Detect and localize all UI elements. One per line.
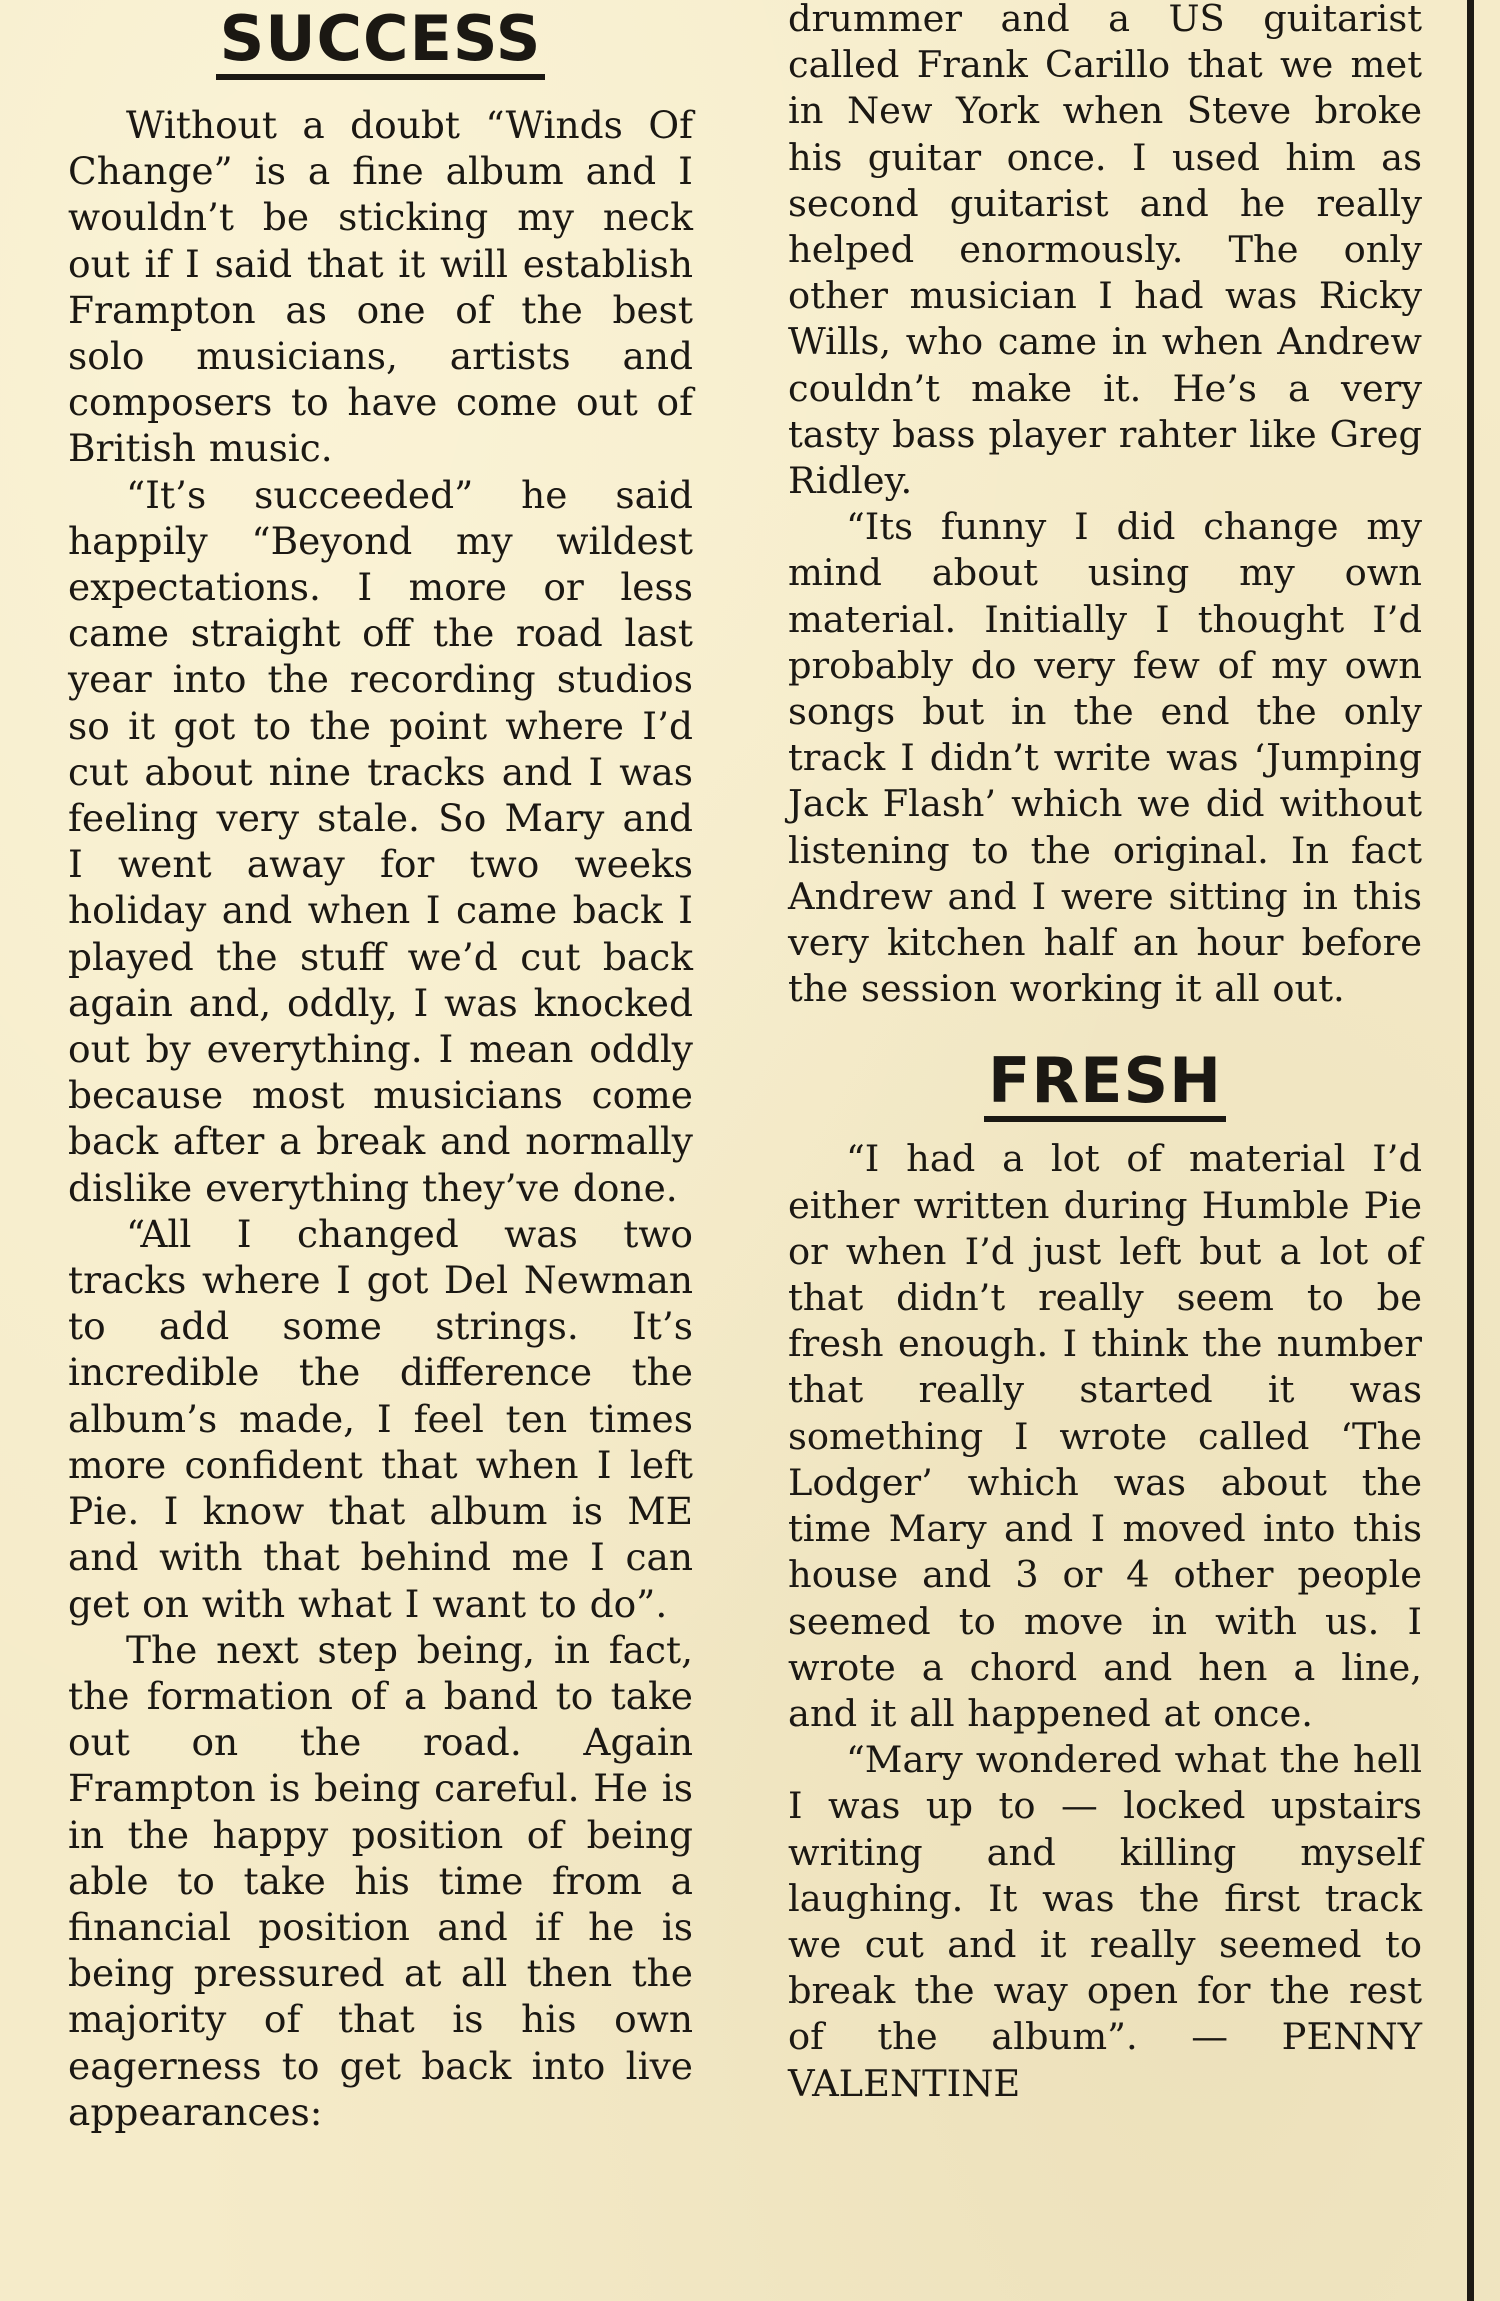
article-paragraph: The next step being, in fact, the formation of a band to take out on the road. Again Frampton is being careful. He is in the happy position of being able to take his time from a financial position and if he is being pressured at all then the majority of that is his own eagerness to get back into live appearances: — [68, 1627, 693, 2134]
article-paragraph: “It’s succeeded” he said happily “Beyond my wildest expectations. I more or less came straight off the road last year into the recording studios so it got to the point where I’d cut about nine tracks and I was feeling very stale. So Mary and I went away for two weeks holiday and when I came back I played the stuff we’d cut back again and, oddly, I was knocked out by everything. I mean oddly because most musicians come back after a break and normally dislike everything they’ve done. — [68, 472, 693, 1210]
article-paragraph: “Mary wondered what the hell I was up to — locked upstairs writing and killing myself laughing. It was the first track we cut and it really seemed to break the way open for the rest of the album”. — PENNY VALENTINE — [788, 1738, 1422, 2105]
article-paragraph: “Its funny I did change my mind about using my own material. Initially I thought I’d probably do very few of my own songs but in the end the only track I didn’t write was ‘Jumping Jack Flash’ which we did without listening to the original. In fact Andrew and I were sitting in this very kitchen half an hour before the session working it all out. — [788, 505, 1422, 1011]
article-paragraph: “All I changed was two tracks where I got Del Newman to add some strings. It’s incredible the difference the album’s made, I feel ten times more confident that when I left Pie. I know that album is ME and with that behind me I can get on with what I want to do”. — [68, 1211, 693, 1626]
section-heading-success-text: SUCCESS — [216, 8, 546, 80]
column-rule — [1467, 0, 1474, 2301]
section-heading-fresh-text: FRESH — [984, 1050, 1226, 1122]
left-column — [68, 0, 693, 2135]
article-paragraph: Without a doubt “Winds Of Change” is a fine album and I wouldn’t be sticking my neck out if I said that it will establish Frampton as one of the best solo musicians, artists and composers to have come out of British music. — [68, 103, 693, 471]
article-paragraph-continued: drummer and a US guitarist called Frank Carillo that we met in New York when Steve broke his guitar once. I used him as second guitarist and he really helped enormously. The only other musician I had was Ricky Wills, who came in when Andrew couldn’t make it. He’s a very tasty bass player rahter like Greg Ridley. — [788, 0, 1422, 503]
article-paragraph: “I had a lot of material I’d either written during Humble Pie or when I’d just left but a lot of that didn’t really seem to be fresh enough. I think the number that really started it was something I wrote called ‘The Lodger’ which was about the time Mary and I moved into this house and 3 or 4 other people seemed to move in with us. I wrote a chord and hen a line, and it all happened at once. — [788, 1137, 1422, 1735]
section-heading-success — [68, 2, 693, 80]
right-column — [788, 0, 1422, 2107]
section-heading-fresh — [788, 1044, 1422, 1122]
